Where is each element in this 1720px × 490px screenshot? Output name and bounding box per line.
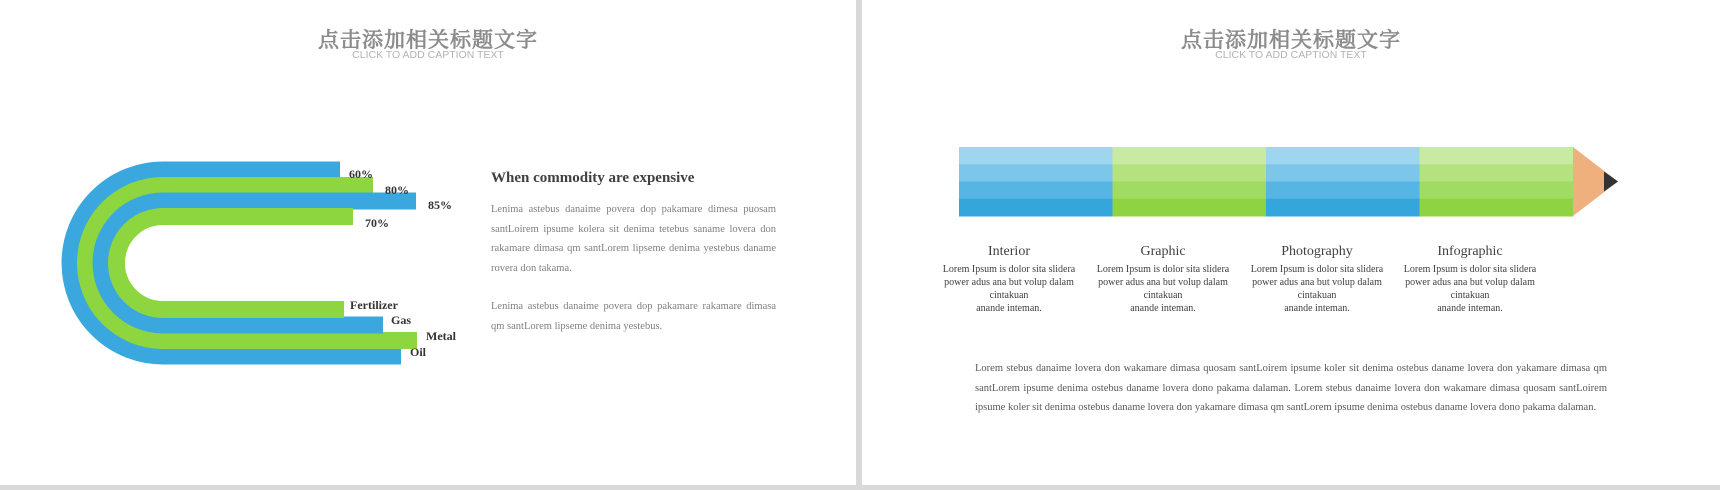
pencil-stripe bbox=[1420, 164, 1574, 182]
pencil-stripe bbox=[1113, 182, 1267, 200]
pencil-stripe bbox=[1266, 147, 1420, 165]
desc-line: power adus ana but volup dalam bbox=[1252, 277, 1382, 288]
bar-percent-label-2: 85% bbox=[428, 198, 452, 212]
bar-percent-label-1: 80% bbox=[385, 183, 409, 197]
bar-category-label-1: Metal bbox=[426, 329, 456, 343]
right-slide[interactable] bbox=[862, 0, 1720, 485]
category-description bbox=[1396, 263, 1544, 315]
desc-line: cintakuan bbox=[989, 290, 1029, 301]
desc-line: anande inteman. bbox=[976, 303, 1042, 314]
bar-percent-label-0: 60% bbox=[349, 167, 373, 181]
pencil-stripe bbox=[1113, 199, 1267, 217]
bar-percent-label-3: 70% bbox=[365, 216, 389, 230]
pencil-stripe bbox=[959, 182, 1113, 200]
category-title: Infographic bbox=[1437, 244, 1503, 259]
pencil-stripe bbox=[1113, 147, 1267, 165]
pencil-stripe bbox=[1420, 147, 1574, 165]
category-photography bbox=[1243, 243, 1391, 315]
pencil-stripe bbox=[1266, 164, 1420, 182]
pencil-stripe bbox=[959, 199, 1113, 217]
category-title: Interior bbox=[988, 244, 1030, 259]
slide-title: 点击添加相关标题文字 bbox=[1181, 28, 1401, 52]
pencil-stripe bbox=[959, 147, 1113, 165]
category-description bbox=[1089, 263, 1237, 315]
desc-line: Lorem Ipsum is dolor sita slidera bbox=[1096, 264, 1230, 275]
slide-title: 点击添加相关标题文字 bbox=[318, 28, 538, 52]
paragraph-1: Lenima astebus danaime povera dop pakamare dimesa puosam santLoirem ipsume kolera sit denima tetebus saname lovera don rakamare dimasa qm santLorem lipseme denima yestebus daname rovera don takama. bbox=[491, 204, 776, 274]
paragraph-2: Lenima astebus danaime povera dop pakamare rakamare dimasa qm santLorem lipseme denima yestebus. bbox=[491, 301, 776, 332]
desc-line: power adus ana but volup dalam bbox=[1098, 277, 1228, 288]
desc-line: anande inteman. bbox=[1284, 303, 1350, 314]
pencil-lead bbox=[1604, 172, 1618, 192]
bottom-paragraph: Lorem stebus danaime lovera don wakamare dimasa quosam santLoirem ipsume koler sit denima ostebus daname lovera don yakamare dimasa qm santLorem ipsume denima ostebus daname lovera dono pakama dalaman. Lorem stebus danaime lovera don wakamare dimasa quosam santLoirem ipsume koler sit denima ostebus daname lovera don yakamare dimasa qm santLorem ipsume denima ostebus daname lovera dono pakama dalaman. bbox=[975, 363, 1607, 413]
desc-line: cintakuan bbox=[1297, 290, 1337, 301]
pencil-stripe bbox=[1420, 199, 1574, 217]
desc-line: power adus ana but volup dalam bbox=[944, 277, 1074, 288]
pencil-stripe bbox=[1266, 199, 1420, 217]
desc-line: cintakuan bbox=[1143, 290, 1183, 301]
desc-line: anande inteman. bbox=[1437, 303, 1503, 314]
bar-category-label-0: Oil bbox=[410, 345, 427, 359]
category-infographic bbox=[1396, 243, 1544, 315]
desc-line: cintakuan bbox=[1450, 290, 1490, 301]
pencil-stripe bbox=[1113, 164, 1267, 182]
pencil-stripe bbox=[1420, 182, 1574, 200]
category-title: Graphic bbox=[1140, 244, 1186, 259]
category-description bbox=[935, 263, 1083, 315]
arc-band-3 bbox=[117, 217, 354, 310]
pencil-segment-infographic bbox=[1420, 147, 1574, 217]
pencil-stripe bbox=[1266, 182, 1420, 200]
category-graphic bbox=[1089, 243, 1237, 315]
category-description bbox=[1243, 263, 1391, 315]
desc-line: anande inteman. bbox=[1130, 303, 1196, 314]
bar-category-label-2: Gas bbox=[391, 313, 412, 327]
pencil-segment-photography bbox=[1266, 147, 1420, 217]
category-interior bbox=[935, 243, 1083, 315]
desc-line: Lorem Ipsum is dolor sita slidera bbox=[942, 264, 1076, 275]
desc-line: Lorem Ipsum is dolor sita slidera bbox=[1250, 264, 1384, 275]
pencil-stripe bbox=[959, 164, 1113, 182]
pencil-segment-graphic bbox=[1113, 147, 1267, 217]
category-title: Photography bbox=[1281, 244, 1353, 259]
slide-subtitle: CLICK TO ADD CAPTION TEXT bbox=[352, 49, 504, 61]
slide-subtitle: CLICK TO ADD CAPTION TEXT bbox=[1215, 49, 1367, 61]
pencil-segment-interior bbox=[959, 147, 1113, 217]
bar-category-label-3: Fertilizer bbox=[350, 298, 398, 312]
desc-line: power adus ana but volup dalam bbox=[1405, 277, 1535, 288]
section-heading: When commodity are expensive bbox=[491, 170, 695, 186]
left-slide[interactable] bbox=[0, 0, 856, 485]
desc-line: Lorem Ipsum is dolor sita slidera bbox=[1403, 264, 1537, 275]
